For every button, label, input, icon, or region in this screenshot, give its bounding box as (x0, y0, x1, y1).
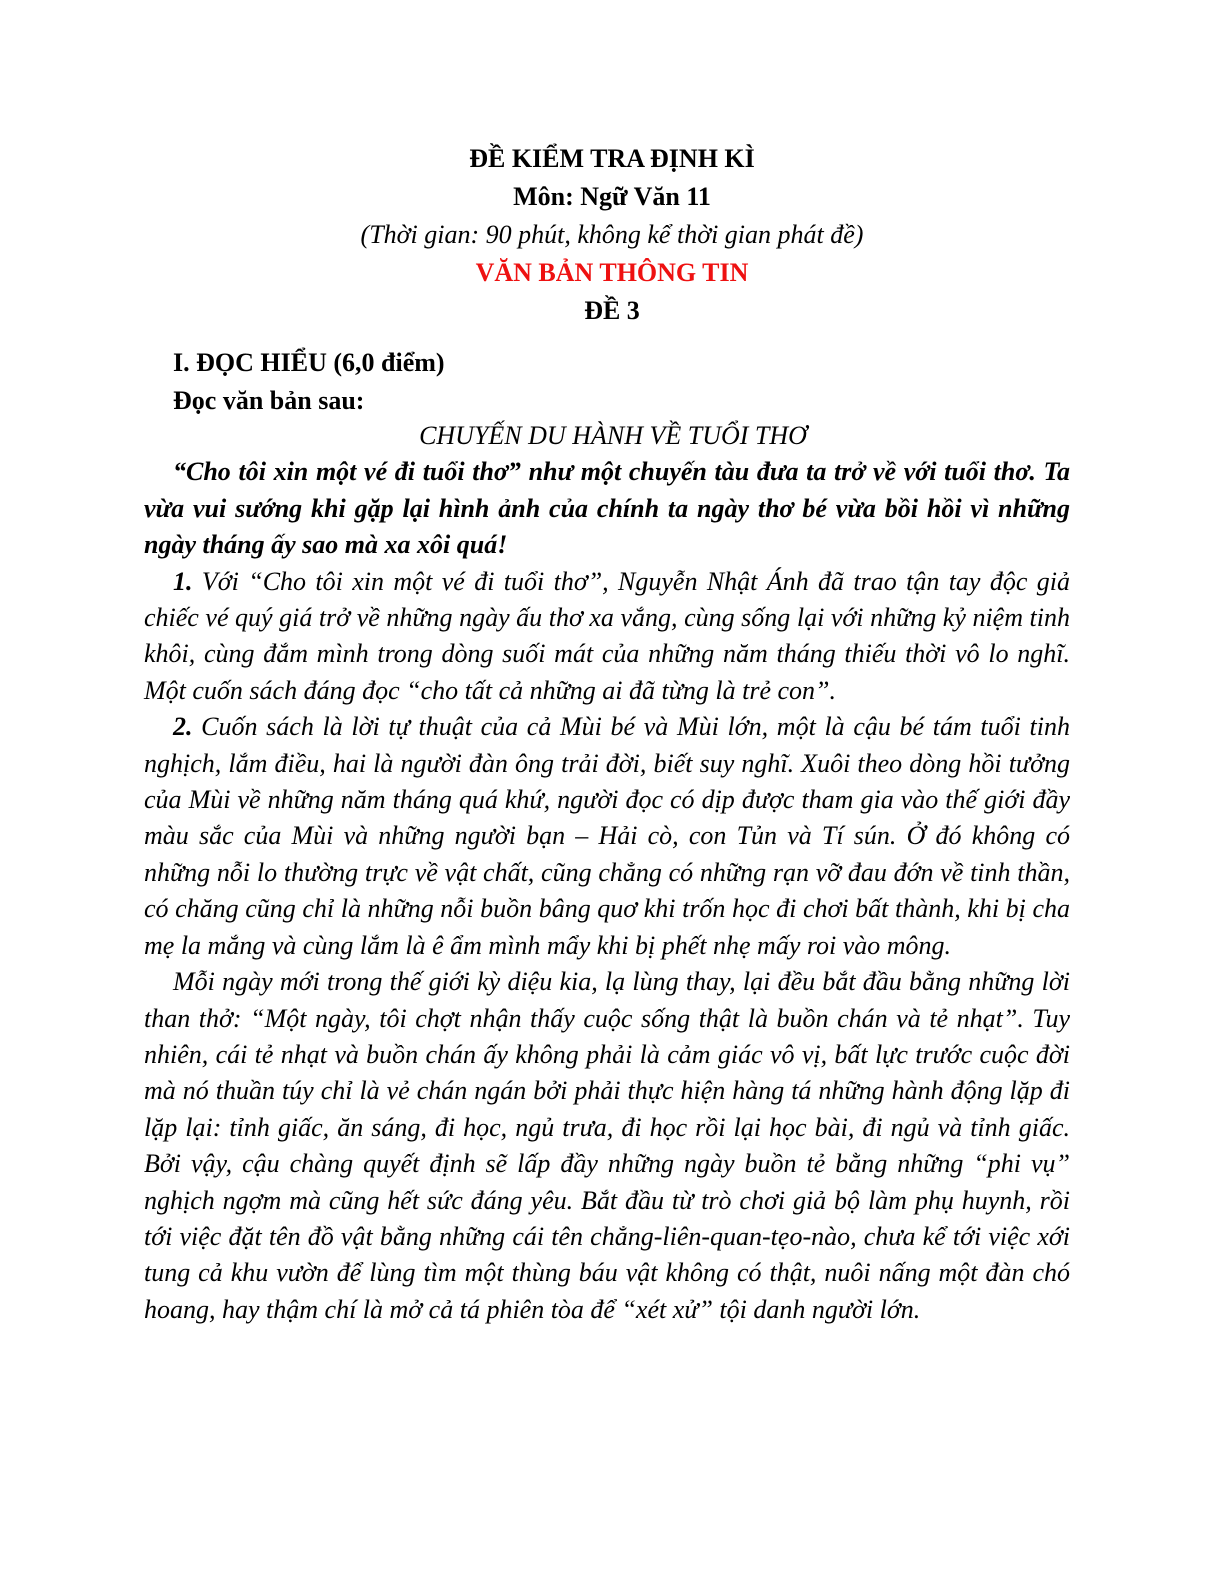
passage (144, 418, 1070, 1328)
reading-section-heading (173, 344, 1073, 420)
exam-subject: Môn: Ngữ Văn 11 (513, 182, 711, 211)
paragraph-text: Cuốn sách là lời tự thuật của cả Mùi bé và Mùi lớn, một là cậu bé tám tuổi tinh nghịch, lắm điều, hai là người đàn ông trải đời, biết suy nghĩ. Xuôi theo dòng hồi tưởng của Mùi về những năm tháng quá khứ, người đọc có dịp được tham gia vào thế giới đầy màu sắc của Mùi và những người bạn – Hải cò, con Tủn và Tí sún. Ở đó không có những nỗi lo thường trực về vật chất, cũng chẳng có những rạn vỡ đau đớn về tinh thần, có chăng cũng chỉ là những nỗi buồn bâng quơ khi trốn học đi chơi bất thành, khi bị cha mẹ la mắng và cùng lắm là ê ẩm mình mẩy khi bị phết nhẹ mấy roi vào mông. (144, 712, 1070, 960)
exam-time-note: (Thời gian: 90 phút, không kể thời gian phát đề) (360, 220, 864, 249)
passage-paragraph-1 (144, 564, 1070, 710)
paragraph-text: Với “Cho tôi xin một vé đi tuổi thơ”, Nguyễn Nhật Ánh đã trao tận tay độc giả chiếc vé quý giá trở về những ngày ấu thơ xa vắng, cùng sống lại với những kỷ niệm tinh khôi, cùng đắm mình trong dòng suối mát của những năm tháng thiếu thời vô lo nghĩ. Một cuốn sách đáng đọc “cho tất cả những ai đã từng là trẻ con”. (144, 566, 1070, 705)
paragraph-number: 1. (173, 566, 193, 596)
passage-paragraph-2 (144, 709, 1070, 964)
exam-genre: VĂN BẢN THÔNG TIN (475, 258, 749, 287)
passage-title: CHUYẾN DU HÀNH VỀ TUỔI THƠ (419, 421, 807, 450)
exam-title: ĐỀ KIỂM TRA ĐỊNH KÌ (469, 144, 755, 173)
exam-number: ĐỀ 3 (584, 296, 640, 325)
section-instruction: Đọc văn bản sau: (173, 386, 365, 415)
exam-header (0, 140, 1224, 330)
paragraph-number: 2. (173, 712, 193, 742)
passage-paragraph-3: Mỗi ngày mới trong thế giới kỳ diệu kia, lạ lùng thay, lại đều bắt đầu bằng những lời than thở: “Một ngày, tôi chợt nhận thấy cuộc sống thật là buồn chán và tẻ nhạt”. Tuy nhiên, cái tẻ nhạt và buồn chán ấy không phải là cảm giác vô vị, bất lực trước cuộc đời mà nó thuần túy chỉ là vẻ chán ngán bởi phải thực hiện hàng tá những hành động lặp đi lặp lại: tỉnh giấc, ăn sáng, đi học, ngủ trưa, đi học rồi lại học bài, đi ngủ và tỉnh giấc. Bởi vậy, cậu chàng quyết định sẽ lấp đầy những ngày buồn tẻ bằng những “phi vụ” nghịch ngợm mà cũng hết sức đáng yêu. Bắt đầu từ trò chơi giả bộ làm phụ huynh, rồi tới việc đặt tên đồ vật bằng những cái tên chẳng-liên-quan-tẹo-nào, chưa kể tới việc xới tung cả khu vườn để lùng tìm một thùng báu vật không có thật, nuôi nấng một đàn chó hoang, hay thậm chí là mở cả tá phiên tòa để “xét xử” tội danh người lớn. (144, 967, 1070, 1324)
passage-intro: “Cho tôi xin một vé đi tuổi thơ” như một chuyến tàu đưa ta trở về với tuổi thơ. Ta vừa vui sướng khi gặp lại hình ảnh của chính ta ngày thơ bé vừa bồi hồi vì những ngày tháng ấy sao mà xa xôi quá! (144, 457, 1070, 560)
section-title: I. ĐỌC HIỂU (6,0 điểm) (173, 348, 445, 377)
